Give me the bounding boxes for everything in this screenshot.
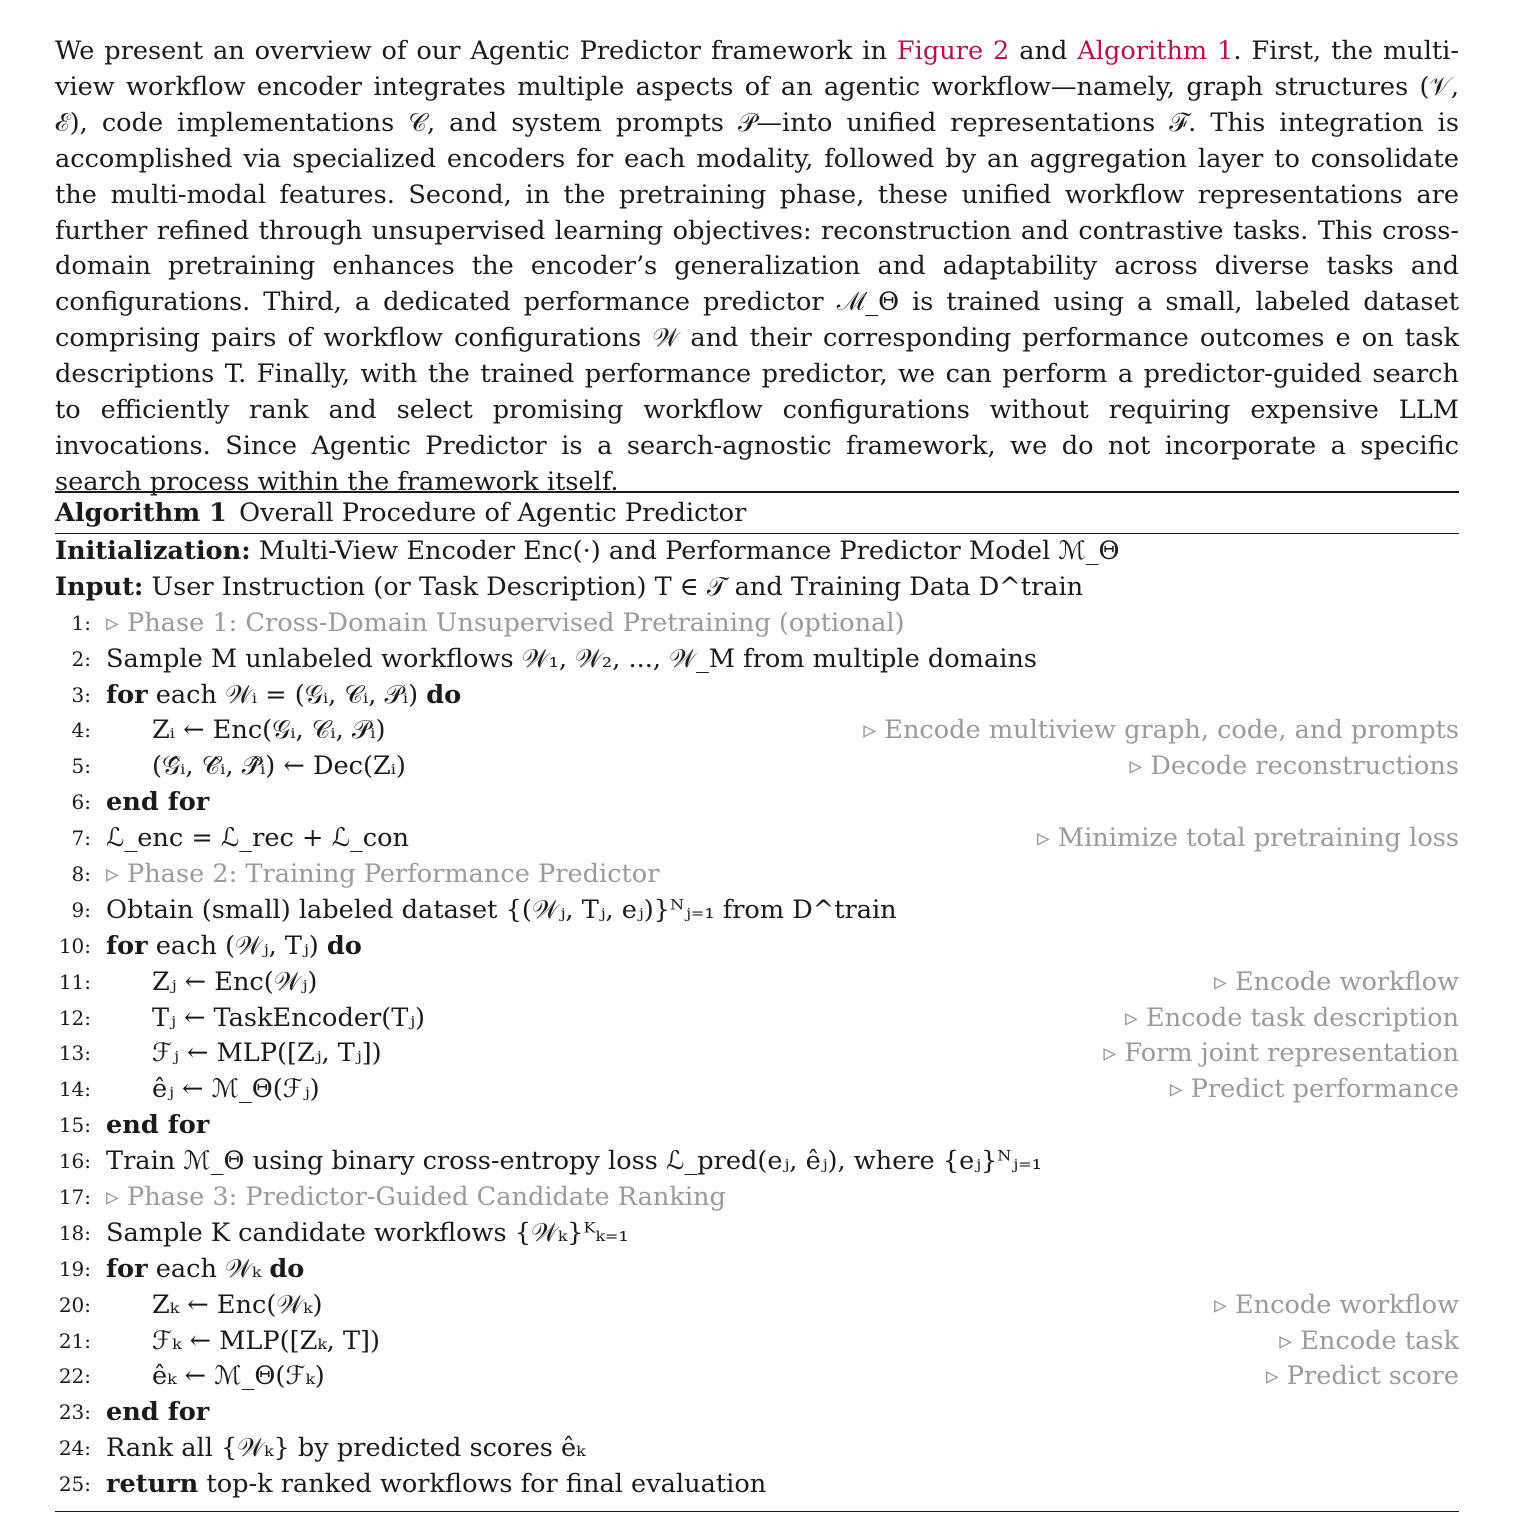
line-number: 8:	[71, 862, 91, 887]
keyword: end for	[106, 787, 210, 818]
algorithm-line	[55, 1072, 1459, 1108]
code-text: ℒ_enc = ℒ_rec + ℒ_con	[106, 823, 410, 854]
line-number: 14:	[58, 1077, 91, 1102]
algorithm-line	[55, 606, 1459, 642]
line-code	[106, 1467, 766, 1503]
line-code	[152, 1288, 322, 1324]
code-text: Sample M unlabeled workflows 𝒲₁, 𝒲₂, ..., 𝒲_M from multiple domains	[106, 643, 1038, 674]
line-number: 4:	[71, 718, 91, 743]
line-comment: ▹ Minimize total pretraining loss	[1036, 823, 1459, 854]
line-comment: ▹ Predict score	[1265, 1361, 1459, 1392]
code-text: ℱₖ ← MLP([Zₖ, T])	[152, 1325, 380, 1356]
code-text: ▹ Phase 3: Predictor-Guided Candidate Ranking	[106, 1182, 726, 1213]
intro-section	[55, 34, 1459, 501]
line-code	[106, 1180, 726, 1216]
line-number: 25:	[58, 1472, 91, 1497]
algorithm-line	[55, 1144, 1459, 1180]
algorithm-line	[55, 821, 1459, 857]
line-number: 13:	[58, 1041, 91, 1066]
algorithm-line	[55, 929, 1459, 965]
line-code	[106, 785, 209, 821]
algorithm-bottom-rule	[55, 1511, 1459, 1512]
line-code	[152, 749, 406, 785]
line-number: 5:	[71, 754, 91, 779]
line-code	[106, 929, 362, 965]
line-code	[152, 1036, 382, 1072]
keyword: do	[326, 930, 362, 961]
line-number: 15:	[58, 1113, 91, 1138]
intro-paragraph	[55, 34, 1459, 501]
line-number: 21:	[58, 1328, 91, 1353]
algorithm-caption	[55, 493, 1459, 533]
algorithm-line	[55, 965, 1459, 1001]
input-text: User Instruction (or Task Description) T ∈ 𝒯 and Training Data D^train	[151, 571, 1084, 602]
keyword: for	[106, 1253, 148, 1284]
keyword: return	[106, 1469, 199, 1500]
line-number: 18:	[58, 1220, 91, 1245]
line-comment: ▹ Encode workflow	[1213, 966, 1459, 997]
algorithm-1-link[interactable]: Algorithm 1	[1077, 36, 1234, 66]
line-code	[152, 1324, 380, 1360]
algorithm-block	[55, 491, 1459, 1512]
intro-text-and: and	[1009, 36, 1078, 66]
keyword: end for	[106, 1110, 210, 1141]
line-comment: ▹ Encode multiview graph, code, and prompts	[863, 715, 1459, 746]
algorithm-line	[55, 678, 1459, 714]
initialization-label: Initialization:	[55, 536, 251, 566]
algorithm-initialization	[55, 534, 1459, 570]
code-text: Sample K candidate workflows {𝒲ₖ}ᴷₖ₌₁	[106, 1217, 629, 1248]
algorithm-line	[55, 1431, 1459, 1467]
algorithm-line	[55, 1036, 1459, 1072]
line-number: 12:	[58, 1005, 91, 1030]
algorithm-lines	[55, 606, 1459, 1503]
code-text: Zₖ ← Enc(𝒲ₖ)	[152, 1289, 323, 1320]
algorithm-line	[55, 642, 1459, 678]
code-text: each 𝒲ₖ	[147, 1253, 270, 1284]
code-text: ▹ Phase 1: Cross-Domain Unsupervised Pretraining (optional)	[106, 607, 905, 638]
algorithm-line	[55, 857, 1459, 893]
line-code	[106, 642, 1037, 678]
code-text: êₖ ← ℳ_Θ(ℱₖ)	[152, 1361, 325, 1392]
keyword: end for	[106, 1397, 210, 1428]
algorithm-input	[55, 570, 1459, 606]
line-number: 2:	[71, 646, 91, 671]
algorithm-line	[55, 1001, 1459, 1037]
line-comment: ▹ Decode reconstructions	[1129, 751, 1459, 782]
code-text: Tⱼ ← TaskEncoder(Tⱼ)	[152, 1002, 426, 1033]
line-code	[106, 606, 905, 642]
line-number: 16:	[58, 1149, 91, 1174]
algorithm-line	[55, 1467, 1459, 1503]
code-text: Train ℳ_Θ using binary cross-entropy loss ℒ_pred(eⱼ, êⱼ), where {eⱼ}ᴺⱼ₌₁	[106, 1146, 1042, 1177]
line-code	[106, 821, 409, 857]
line-code	[152, 1072, 320, 1108]
line-comment: ▹ Encode task description	[1124, 1002, 1459, 1033]
keyword: do	[426, 679, 462, 710]
line-code	[152, 1001, 425, 1037]
algorithm-line	[55, 749, 1459, 785]
code-text: ▹ Phase 2: Training Performance Predictor	[106, 859, 660, 890]
line-code	[106, 1108, 209, 1144]
line-number: 17:	[58, 1185, 91, 1210]
code-text: êⱼ ← ℳ_Θ(ℱⱼ)	[152, 1074, 320, 1105]
code-text: Rank all {𝒲ₖ} by predicted scores êₖ	[106, 1433, 586, 1464]
figure-2-link[interactable]: Figure 2	[896, 36, 1010, 66]
algorithm-line	[55, 1395, 1459, 1431]
line-code	[152, 713, 385, 749]
algorithm-line	[55, 1288, 1459, 1324]
line-code	[106, 1431, 585, 1467]
code-text: Zⱼ ← Enc(𝒲ⱼ)	[152, 966, 318, 997]
keyword: do	[269, 1253, 305, 1284]
code-text: (𝒢̂ᵢ, 𝒞̂ᵢ, 𝒫̂ᵢ) ← Dec(Zᵢ)	[152, 751, 406, 782]
code-text: ℱⱼ ← MLP([Zⱼ, Tⱼ])	[152, 1038, 382, 1069]
code-text: Obtain (small) labeled dataset {(𝒲ⱼ, Tⱼ, eⱼ)}ᴺⱼ₌₁ from D^train	[106, 894, 897, 925]
algorithm-line	[55, 1180, 1459, 1216]
line-number: 11:	[58, 969, 91, 994]
line-code	[106, 1216, 629, 1252]
line-code	[106, 1252, 304, 1288]
intro-text-rest: . First, the multi-view workflow encoder integrates multiple aspects of an agentic workflow—namely, graph structures (𝒱, ℰ), code implementations 𝒞, and system prompts 𝒫—into unified representations ℱ. This integration is accomplished via specialized encoders for each modality, followed by an aggregation layer to consolidate the multi-modal features. Second, in the pretraining phase, these unified workflow representations are further refined through unsupervised learning objectives: reconstruction and contrastive tasks. This cross-domain pretraining enhances the encoder’s generalization and adaptability across diverse tasks and configurations. Third, a dedicated performance predictor ℳ_Θ is trained using a small, labeled dataset comprising pairs of workflow configurations 𝒲 and their corresponding performance outcomes e on task descriptions T. Finally, with the trained performance predictor, we can perform a predictor-guided search to efficiently rank and select promising workflow configurations without requiring expensive LLM invocations. Since Agentic Predictor is a search-agnostic framework, we do not incorporate a specific search process within the framework itself.	[55, 36, 1459, 497]
code-text: Zᵢ ← Enc(𝒢ᵢ, 𝒞ᵢ, 𝒫ᵢ)	[152, 715, 386, 746]
line-number: 1:	[71, 610, 91, 635]
algorithm-line	[55, 1252, 1459, 1288]
line-code	[106, 857, 659, 893]
algorithm-line	[55, 893, 1459, 929]
algorithm-title: Overall Procedure of Agentic Predictor	[239, 498, 747, 528]
line-comment: ▹ Form joint representation	[1103, 1038, 1459, 1069]
algorithm-label: Algorithm 1	[55, 498, 227, 528]
algorithm-line	[55, 1108, 1459, 1144]
keyword: for	[106, 679, 148, 710]
algorithm-line	[55, 713, 1459, 749]
line-number: 6:	[71, 790, 91, 815]
line-number: 20:	[58, 1292, 91, 1317]
line-comment: ▹ Encode task	[1279, 1325, 1459, 1356]
line-number: 24:	[58, 1436, 91, 1461]
line-code	[152, 1359, 325, 1395]
line-number: 19:	[58, 1256, 91, 1281]
code-text: each (𝒲ⱼ, Tⱼ)	[147, 930, 327, 961]
line-number: 22:	[58, 1364, 91, 1389]
algorithm-line	[55, 1216, 1459, 1252]
initialization-text: Multi-View Encoder Enc(·) and Performance Predictor Model ℳ_Θ	[258, 536, 1120, 566]
line-code	[106, 1395, 209, 1431]
line-number: 7:	[71, 826, 91, 851]
input-label: Input:	[55, 571, 144, 602]
line-code	[106, 1144, 1042, 1180]
algorithm-line	[55, 1359, 1459, 1395]
line-number: 10:	[58, 933, 91, 958]
code-text: top-k ranked workflows for final evaluation	[198, 1469, 767, 1500]
line-comment: ▹ Predict performance	[1169, 1074, 1459, 1105]
keyword: for	[106, 930, 148, 961]
line-number: 3:	[71, 682, 91, 707]
line-code	[152, 965, 317, 1001]
line-code	[106, 678, 461, 714]
line-number: 23:	[58, 1400, 91, 1425]
algorithm-line	[55, 1324, 1459, 1360]
line-comment: ▹ Encode workflow	[1213, 1289, 1459, 1320]
code-text: each 𝒲ᵢ = (𝒢ᵢ, 𝒞ᵢ, 𝒫ᵢ)	[147, 679, 427, 710]
algorithm-line	[55, 785, 1459, 821]
line-number: 9:	[71, 897, 91, 922]
line-code	[106, 893, 897, 929]
intro-text-start: We present an overview of our Agentic Predictor framework in	[55, 36, 897, 66]
